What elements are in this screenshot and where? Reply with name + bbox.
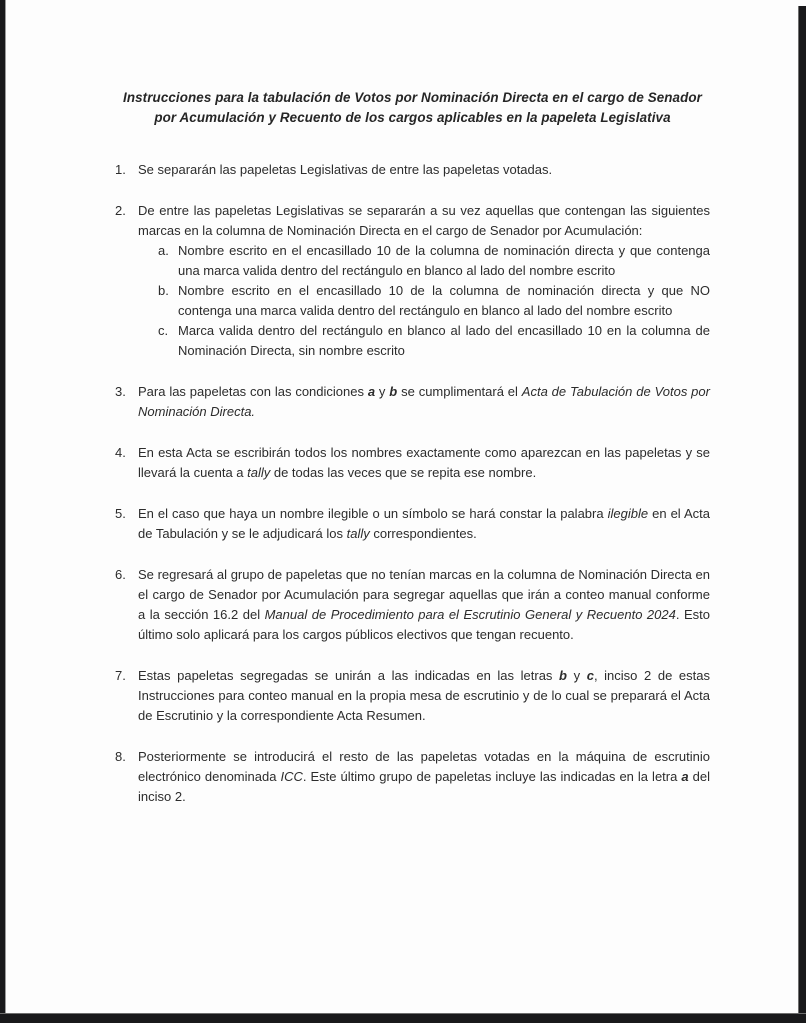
text-segment: y: [375, 384, 390, 399]
list-item-marker: 7.: [115, 668, 126, 683]
document-title: Instrucciones para la tabulación de Votos por Nominación Directa en el cargo de Senador por Acumulación y Recuento de los cargos aplicables en la papeleta Legislativa: [123, 90, 702, 125]
list-item-marker: 3.: [115, 384, 126, 399]
text-segment: en el Acta de Tabulación y se le adjudicará los: [138, 506, 710, 541]
list-item-marker: 5.: [115, 506, 126, 521]
list-item: [115, 160, 710, 180]
document-page: [115, 88, 710, 807]
text-segment: Se separarán las papeletas Legislativas de entre las papeletas votadas.: [138, 162, 553, 177]
text-segment: . Este último grupo de papeletas incluye las indicadas en la letra: [302, 769, 682, 784]
list-item: [115, 504, 710, 544]
list-item-text: [138, 160, 710, 180]
text-segment: De entre las papeletas Legislativas se separarán a su vez aquellas que contengan las siguientes marcas en la columna de Nominación Directa en el cargo de Senador por Acumulación:: [138, 203, 710, 238]
list-item-text: [138, 666, 710, 726]
text-segment: Manual de Procedimiento para el Escrutinio General y Recuento 2024: [264, 607, 676, 622]
instructions-list: [115, 160, 710, 807]
sub-list-item-text: [178, 281, 710, 321]
text-segment: . Esto último solo aplicará para los cargos públicos electivos que tengan recuento.: [138, 607, 710, 642]
text-segment: a: [681, 769, 689, 784]
text-segment: b: [389, 384, 398, 399]
list-item-body: [138, 565, 710, 645]
photo-edge-left: [0, 0, 6, 1023]
list-item-text: [138, 504, 710, 544]
list-item-text: [138, 443, 710, 483]
list-item-marker: 2.: [115, 203, 126, 218]
text-segment: tally: [346, 526, 370, 541]
sub-list-item: [158, 281, 710, 321]
text-segment: Posteriormente se introducirá el resto de las papeletas votadas en la máquina de escrutinio electrónico denominada: [138, 749, 710, 784]
list-item-body: [138, 160, 710, 180]
list-item-body: [138, 201, 710, 361]
text-segment: ilegible: [607, 506, 649, 521]
list-item-text: [138, 382, 710, 422]
text-segment: Marca valida dentro del rectángulo en blanco al lado del encasillado 10 en la columna de Nominación Directa, sin nombre escrito: [178, 323, 710, 358]
text-segment: , inciso 2 de estas Instrucciones para conteo manual en la propia mesa de escrutinio y de lo cual se preparará el Acta de Escrutinio y la correspondiente Acta Resumen.: [138, 668, 710, 723]
text-segment: Estas papeletas segregadas se unirán a las indicadas en las letras: [138, 668, 560, 683]
text-segment: Acta de Tabulación de Votos por Nominación Directa.: [138, 384, 710, 419]
sub-list: [138, 241, 710, 361]
text-segment: Nombre escrito en el encasillado 10 de la columna de nominación directa y que contenga una marca valida dentro del rectángulo en blanco al lado del nombre escrito: [178, 243, 710, 278]
list-item-text: [138, 747, 710, 807]
list-item-body: [138, 443, 710, 483]
list-item-marker: 4.: [115, 445, 126, 460]
list-item-body: [138, 747, 710, 807]
list-item: [115, 443, 710, 483]
list-item: [115, 201, 710, 361]
text-segment: Nombre escrito en el encasillado 10 de la columna de nominación directa y que NO contenga una marca valida dentro del rectángulo en blanco al lado del nombre escrito: [178, 283, 710, 318]
photo-edge-bottom: [0, 1013, 806, 1023]
list-item-text: [138, 201, 710, 241]
sub-list-item: [158, 241, 710, 281]
text-segment: de todas las veces que se repita ese nombre.: [270, 465, 537, 480]
list-item: [115, 382, 710, 422]
text-segment: a: [367, 384, 376, 399]
list-item: [115, 747, 710, 807]
text-segment: ICC: [280, 769, 303, 784]
text-segment: Para las papeletas con las condiciones: [138, 384, 368, 399]
sub-list-item-marker: b.: [158, 283, 169, 298]
list-item: [115, 666, 710, 726]
text-segment: correspondientes.: [369, 526, 477, 541]
text-segment: b: [559, 668, 567, 683]
list-item-marker: 6.: [115, 567, 126, 582]
list-item-body: [138, 666, 710, 726]
text-segment: y: [566, 668, 587, 683]
list-item-marker: 8.: [115, 749, 126, 764]
sub-list-item-marker: a.: [158, 243, 169, 258]
text-segment: c: [586, 668, 594, 683]
list-item: [115, 565, 710, 645]
text-segment: tally: [247, 465, 271, 480]
text-segment: En el caso que haya un nombre ilegible o un símbolo se hará constar la palabra: [138, 506, 608, 521]
text-segment: se cumplimentará el: [397, 384, 522, 399]
text-segment: del inciso 2.: [138, 769, 710, 804]
sub-list-item: [158, 321, 710, 361]
sub-list-item-text: [178, 241, 710, 281]
photo-edge-right: [798, 6, 806, 1023]
text-segment: Se regresará al grupo de papeletas que no tenían marcas en la columna de Nominación Directa en el cargo de Senador por Acumulación para segregar aquellas que irán a conteo manual conforme a la sección 16.2 del: [138, 567, 710, 622]
text-segment: En esta Acta se escribirán todos los nombres exactamente como aparezcan en las papeletas y se llevará la cuenta a: [138, 445, 710, 480]
sub-list-item-text: [178, 321, 710, 361]
list-item-marker: 1.: [115, 162, 126, 177]
sub-list-item-marker: c.: [158, 323, 169, 338]
list-item-body: [138, 504, 710, 544]
list-item-body: [138, 382, 710, 422]
list-item-text: [138, 565, 710, 645]
